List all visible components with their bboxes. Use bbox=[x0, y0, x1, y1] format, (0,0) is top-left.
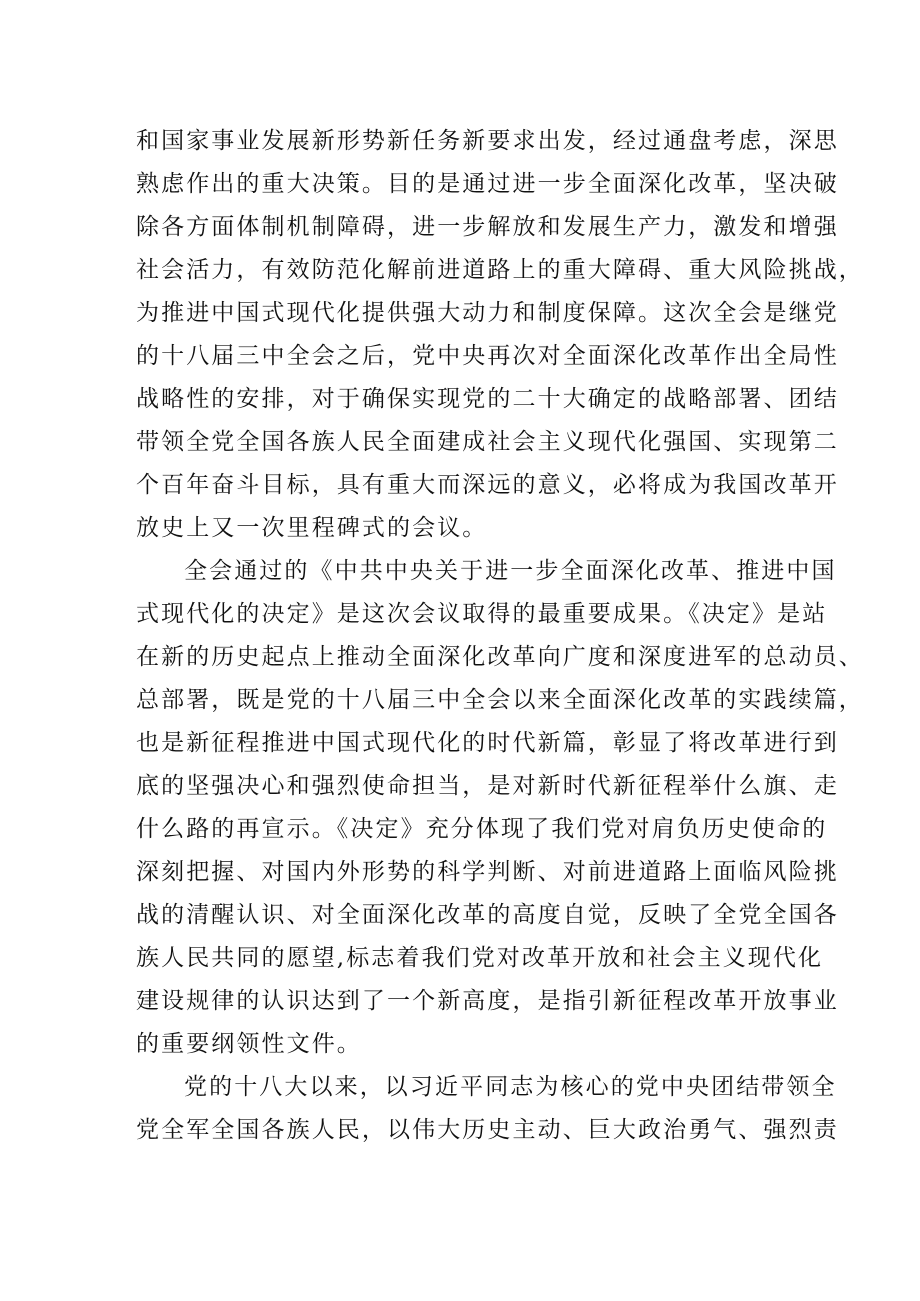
text-line: 也是新征程推进中国式现代化的时代新篇，彰显了将改革进行到 bbox=[136, 730, 839, 756]
text-line: 总部署，既是党的十八届三中全会以来全面深化改革的实践续篇， bbox=[136, 687, 864, 713]
text-line: 战的清醒认识、对全面深化改革的高度自觉，反映了全党全国各 bbox=[136, 902, 839, 928]
text-line: 放史上又一次里程碑式的会议。 bbox=[136, 515, 488, 541]
text-line: 个百年奋斗目标，具有重大而深远的意义，必将成为我国改革开 bbox=[136, 472, 839, 498]
text-line: 熟虑作出的重大决策。目的是通过进一步全面深化改革，坚决破 bbox=[136, 171, 839, 197]
text-line: 底的坚强决心和强烈使命担当，是对新时代新征程举什么旗、走 bbox=[136, 773, 839, 799]
text-line: 深刻把握、对国内外形势的科学判断、对前进道路上面临风险挑 bbox=[136, 859, 839, 885]
text-line: 什么路的再宣示。《决定》充分体现了我们党对肩负历史使命的 bbox=[136, 816, 828, 842]
text-line: 除各方面体制机制障碍，进一步解放和发展生产力，激发和增强 bbox=[136, 214, 839, 240]
text-line: 党全军全国各族人民，以伟大历史主动、巨大政治勇气、强烈责 bbox=[136, 1117, 839, 1143]
text-line: 的十八届三中全会之后，党中央再次对全面深化改革作出全局性 bbox=[136, 343, 839, 369]
text-line: 的重要纲领性文件。 bbox=[136, 1031, 362, 1057]
text-line: 式现代化的决定》是这次会议取得的最重要成果。《决定》是站 bbox=[136, 601, 828, 627]
paragraph-first-line: 党的十八大以来，以习近平同志为核心的党中央团结带领全 bbox=[184, 1074, 837, 1100]
text-line: 社会活力，有效防范化解前进道路上的重大障碍、重大风险挑战， bbox=[136, 257, 864, 283]
text-line: 和国家事业发展新形势新任务新要求出发，经过通盘考虑，深思 bbox=[136, 128, 839, 154]
text-line: 建设规律的认识达到了一个新高度，是指引新征程改革开放事业 bbox=[136, 988, 839, 1014]
text-line: 族人民共同的愿望,标志着我们党对改革开放和社会主义现代化 bbox=[136, 945, 824, 971]
text-line: 为推进中国式现代化提供强大动力和制度保障。这次全会是继党 bbox=[136, 300, 839, 326]
paragraph-first-line: 全会通过的《中共中央关于进一步全面深化改革、推进中国 bbox=[184, 558, 837, 584]
text-line: 带领全党全国各族人民全面建成社会主义现代化强国、实现第二 bbox=[136, 429, 839, 455]
text-line: 在新的历史起点上推动全面深化改革向广度和深度进军的总动员、 bbox=[136, 644, 864, 670]
text-line: 战略性的安排，对于确保实现党的二十大确定的战略部署、团结 bbox=[136, 386, 839, 412]
